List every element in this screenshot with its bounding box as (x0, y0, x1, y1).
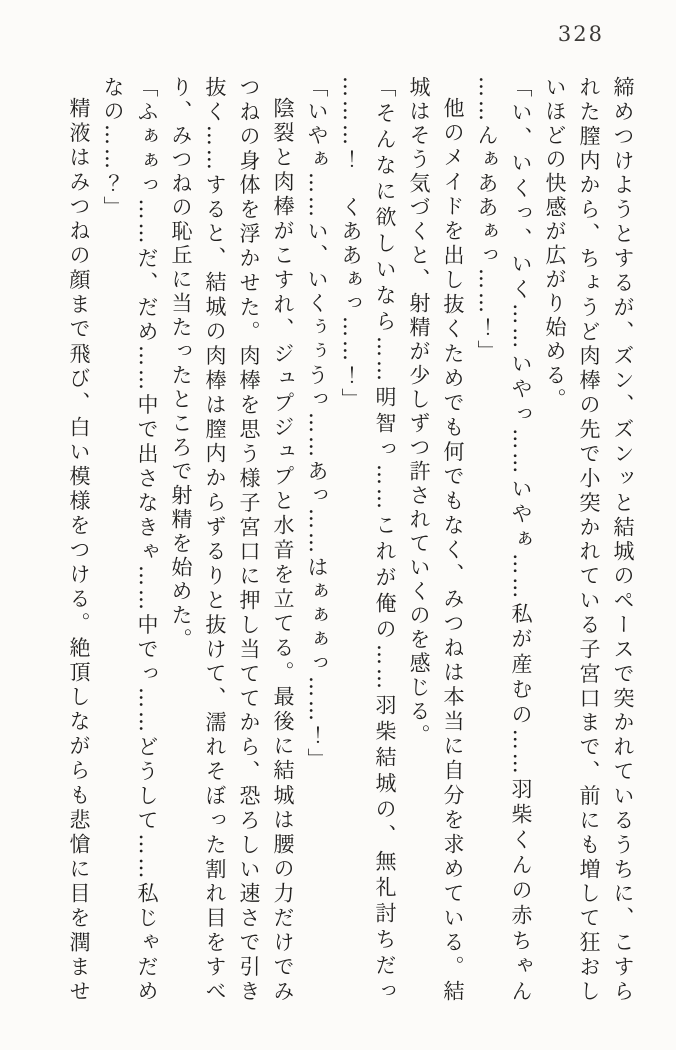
text-column: 締めつけようとするが、ズン、ズンッと結城のペースで突かれているうちに、こすら (611, 76, 635, 1004)
text-column: 「そんなに欲しいなら……明智っ……これが俺の……羽柴結城の、無礼討ちだっ (373, 76, 397, 1004)
text-column: つねの身体を浮かせた。肉棒を思う様子宮口に押し当ててから、恐ろしい速さで引き (237, 76, 261, 1005)
text-column: 他のメイドを出し抜くためでも何でもなく、みつねは本当に自分を求めている。結 (441, 97, 465, 1004)
text-column: なの……？」 (101, 76, 125, 220)
page-text-block (60, 76, 640, 1004)
text-column: いほどの快感が広がり始める。 (543, 76, 567, 412)
text-column: 精液はみつねの顔まで飛び、白い模様をつける。絶頂しながらも悲愴に目を潤ませ (67, 97, 91, 1004)
text-column: ………！ くああぁっ……！」 (339, 76, 363, 412)
text-column: れた膣内から、ちょうど肉棒の先で小突かれている子宮口まで、前にも増して狂おし (577, 76, 601, 1004)
text-column: り、みつねの恥丘に当たったところで射精を始めた。 (169, 76, 193, 652)
text-column: 抜く……すると、結城の肉棒は膣内からずるりと抜けて、濡れそぼった割れ目をすべ (203, 76, 227, 1005)
text-column: 陰裂と肉棒がこすれ、ジュプジュプと水音を立てる。最後に結城は腰の力だけでみ (271, 97, 295, 1004)
text-column: 城はそう気づくと、射精が少しずつ許されていくのを感じる。 (407, 76, 431, 748)
page-number: 328 (557, 22, 604, 46)
text-column: 「ふぁぁっ……だ、だめ……中で出さなきゃ……中でっ……どうして……私じゃだめ (135, 76, 159, 1004)
text-column: 「いやぁ……い、いくぅぅうっ……あっ……はぁぁぁっ……！」 (305, 76, 329, 772)
text-column: ……んぁああぁっ……！」 (475, 76, 499, 364)
text-column: 「い、いくっ、いく……いやっ……いやぁ……私が産むの……羽柴くんの赤ちゃん (509, 76, 533, 1004)
